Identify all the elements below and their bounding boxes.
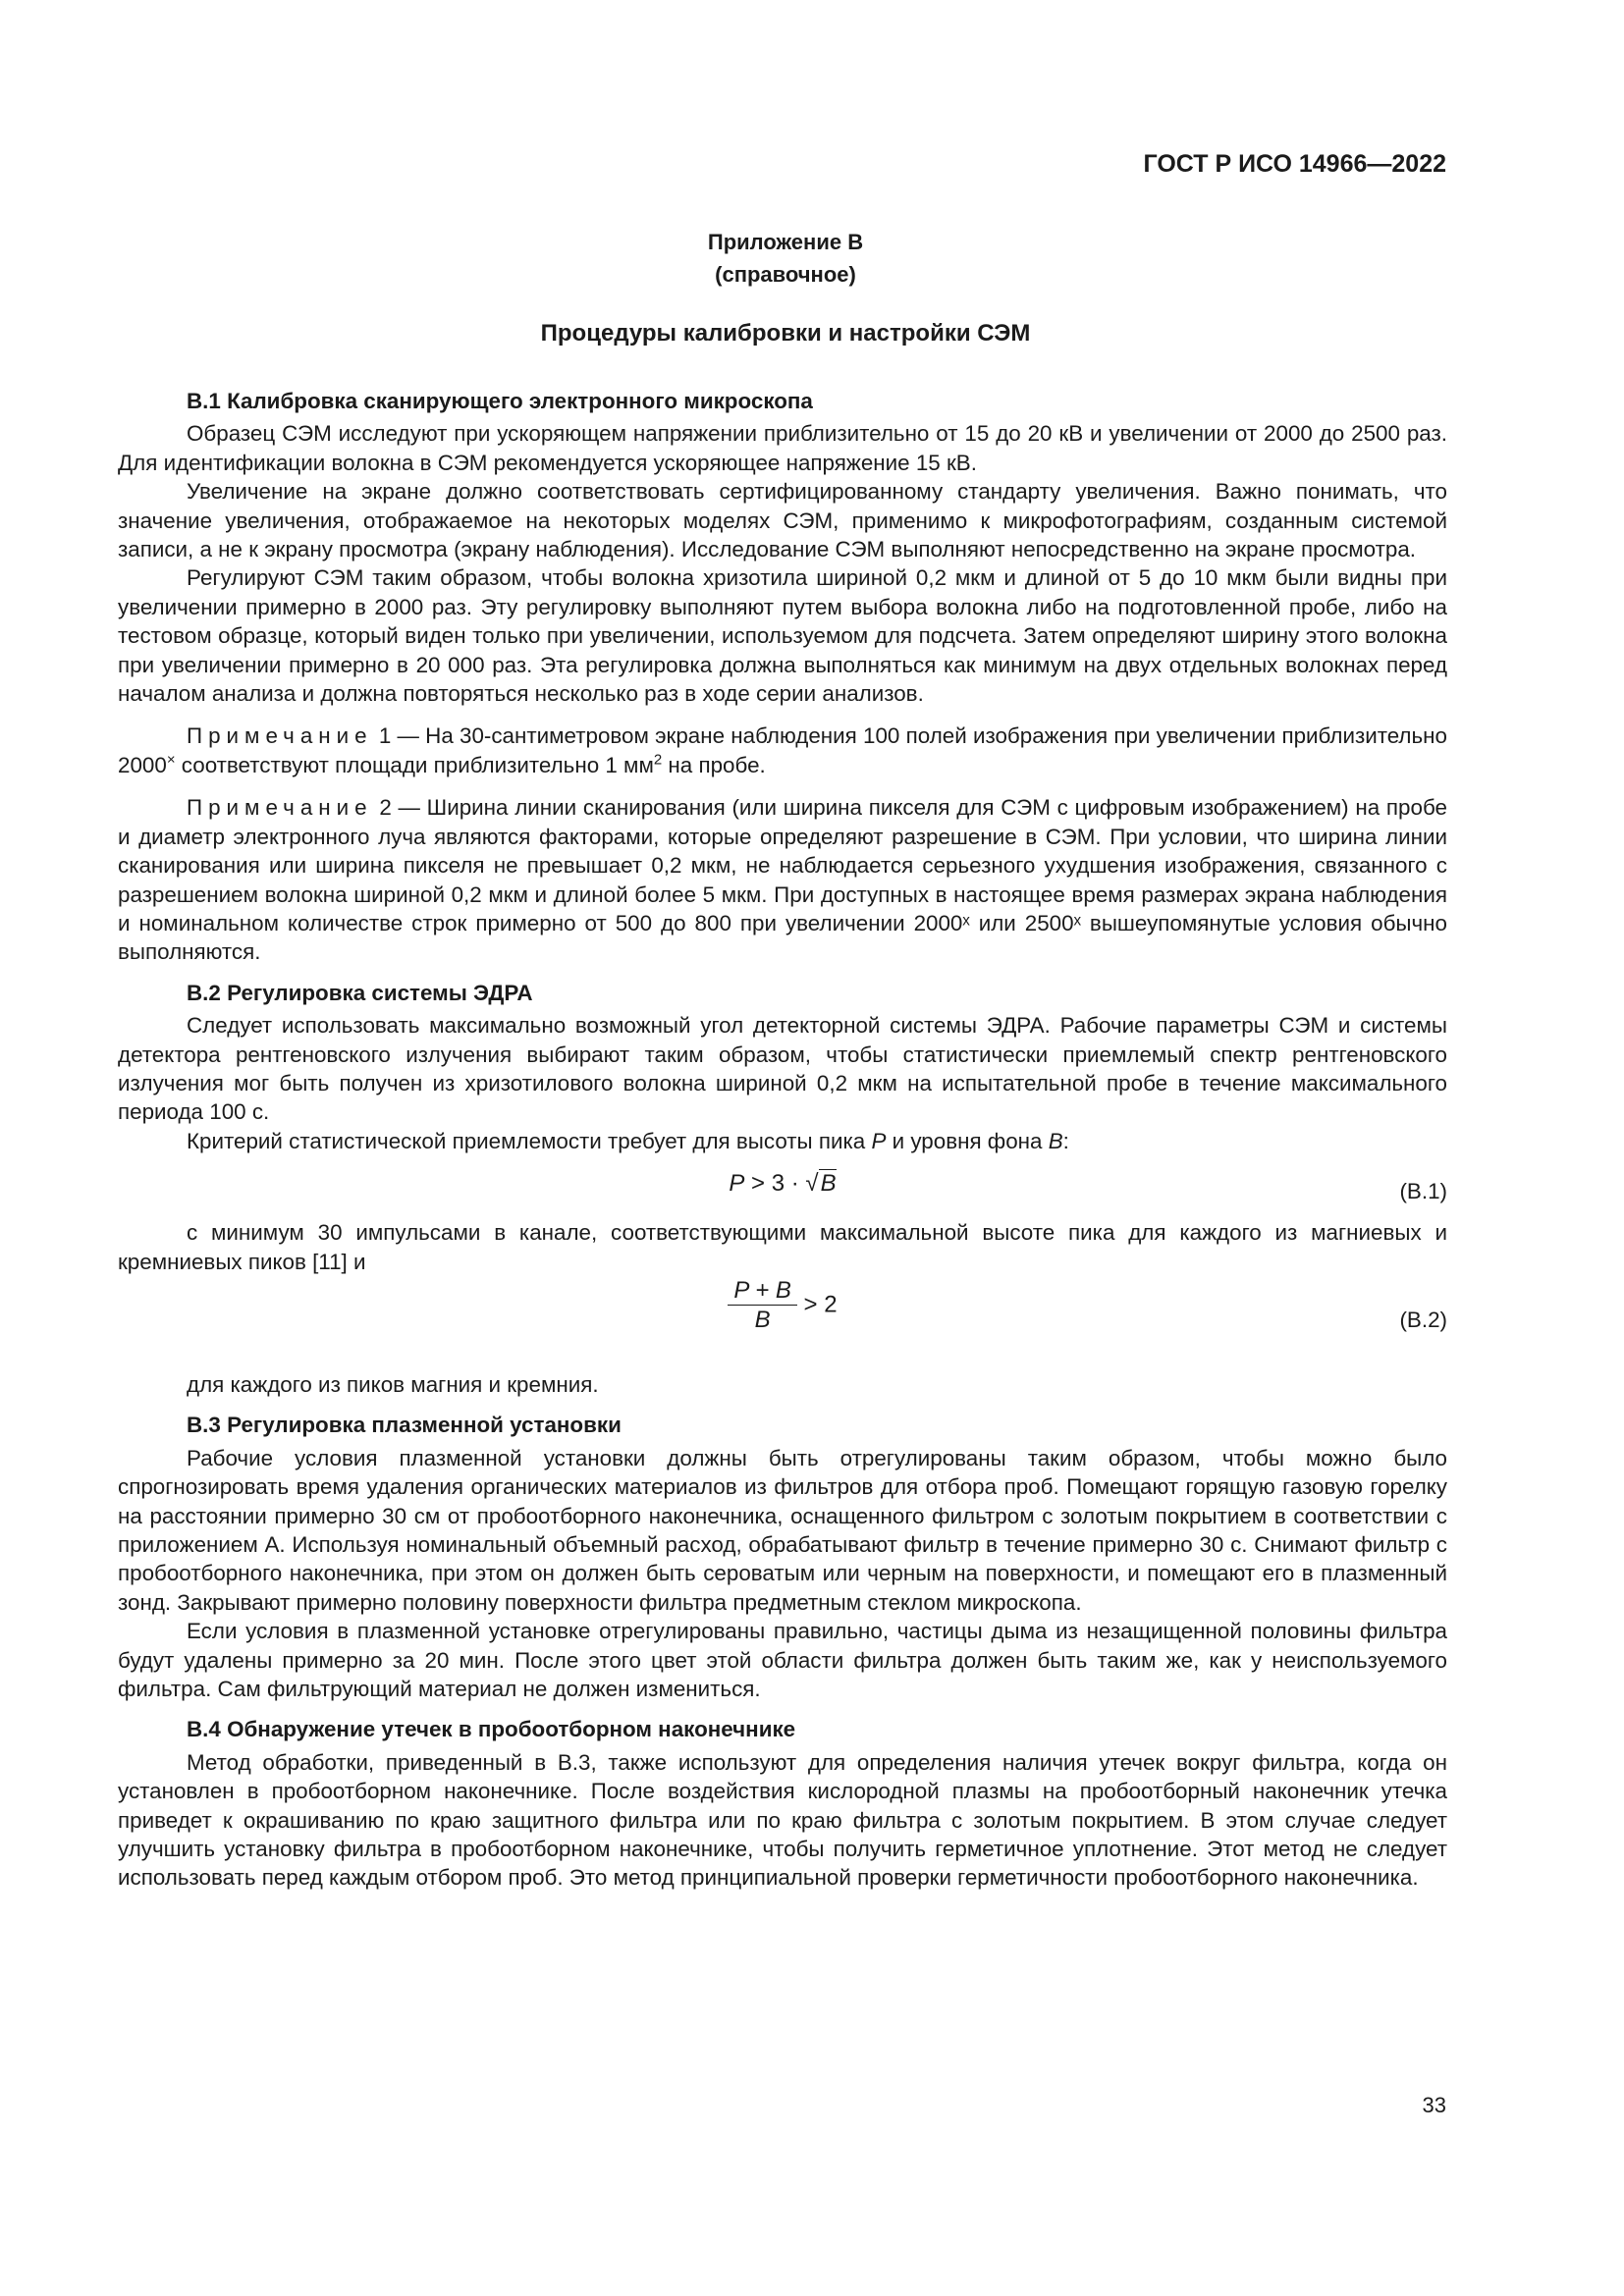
formula-number: (В.1) [1399,1179,1447,1204]
formula-expression: $\frac{P + B}{B}$ > 2 [118,1276,1447,1335]
formula-expression: P > 3 · √B [729,1170,837,1198]
section-heading-b4: В.4 Обнаружение утечек в пробоотборном наконечнике [187,1717,796,1742]
note-1: Примечание 1 — На 30-сантиметровом экране наблюдения 100 полей изображения при увеличении приблизительно 2000× соответствуют площади приблизительно 1 $мм^2$ на пробе. [118,723,1447,777]
note-number: 1 [378,723,392,749]
note-2: Примечание 2 — Ширина линии сканирования (или ширина пикселя для СЭМ с цифровым изображением) на пробе и диаметр электронного луча являются факторами, которые определяют разрешение в СЭМ. При условии, что ширина линии сканирования или ширина пикселя не превышает 0,2 мкм, не наблюдается серьезного ухудшения изображения, связанного с разрешением волокна шириной 0,2 мкм и длиной более 5 мкм. При доступных в настоящее время размерах экрана наблюдения и номинальном количестве строк примерно от 500 до 800 при увеличении 2000ˣ или 2500ˣ вышеупомянутые условия обычно выполняются. [118,795,1447,965]
paragraph: Образец СЭМ исследуют при ускоряющем напряжении приблизительно от 15 до 20 кВ и увеличении от 2000 до 2500 раз. Для идентификации волокна в СЭМ рекомендуется ускоряющее напряжение 15 кВ. [118,421,1447,475]
paragraph: Регулируют СЭМ таким образом, чтобы волокна хризотила шириной 0,2 мкм и длиной от 5 до 10 мкм были видны при увеличении примерно в 2000 раз. Эту регулировку выполняют путем выбора волокна либо на подготовленной пробе, либо на тестовом образце, который виден только при увеличении, используемом для подсчета. Затем определяют ширину этого волокна при увеличении примерно в 20 000 раз. Эта регулировка должна выполняться как минимум на двух отдельных волокнах перед началом анализа и должна повторяться несколько раз в ходе серии анализов. [118,565,1447,707]
paragraph: Метод обработки, приведенный в В.3, также используют для определения наличия утечек вокруг фильтра, когда он установлен в пробоотборном наконечнике. После воздействия кислородной плазмы на пробоотборный наконечник утечка приведет к окрашиванию по краю защитного фильтра или по краю фильтра с золотым покрытием. В этом случае следует улучшить установку фильтра в пробоотборном наконечнике, чтобы получить герметичное уплотнение. Этот метод не следует использовать перед каждым отбором проб. Это метод принципиальной проверки герметичности пробоотборного наконечника. [118,1749,1447,1891]
formula-b1 [118,1155,1447,1214]
fraction: $\frac{P + B}{B}$ [728,1276,796,1335]
note-label: Примечание [187,723,373,749]
formula-b2 [118,1276,1447,1355]
formula-number: (В.2) [1399,1307,1447,1332]
section-heading-b2: В.2 Регулировка системы ЭДРА [187,980,533,1005]
note-label: Примечание [187,795,373,821]
appendix-title: Процедуры калибровки и настройки СЭМ [540,320,1031,347]
page-number: 33 [1422,2093,1446,2117]
paragraph: с минимум 30 импульсами в канале, соответствующими максимальной высоте пика для каждого из магниевых и кремниевых пиков [11] и [118,1220,1447,1274]
paragraph: Рабочие условия плазменной установки должны быть отрегулированы таким образом, чтобы можно было спрогнозировать время удаления органических материалов из фильтров для отбора проб. Помещают горящую газовую горелку на расстоянии примерно 30 см от пробоотборного наконечника, оснащенного фильтром с золотым покрытием в соответствии с приложением А. Используя номинальный объемный расход, обрабатывают фильтр в течение примерно 30 с. Снимают фильтр с пробоотборного наконечника, при этом он должен быть сероватым или черным на поверхности, и помещают его в плазменный зонд. Закрывают примерно половину поверхности фильтра предметным стеклом микроскопа. [118,1445,1447,1615]
appendix-label: Приложение В [707,230,864,254]
paragraph: Критерий статистической приемлемости требует для высоты пика P и уровня фона B: [187,1128,1069,1153]
paragraph: Если условия в плазменной установке отрегулированы правильно, частицы дыма из незащищенной половины фильтра будут удалены примерно за 20 мин. После этого цвет этой области фильтра должен быть таким же, как у неиспользуемого фильтра. Сам фильтрующий материал не должен измениться. [118,1619,1447,1702]
paragraph: для каждого из пиков магния и кремния. [187,1371,599,1397]
paragraph: Следует использовать максимально возможный угол детекторной системы ЭДРА. Рабочие параметры СЭМ и системы детектора рентгеновского излучения выбирают таким образом, чтобы статистически приемлемый спектр рентгеновского излучения мог быть получен из хризотилового волокна шириной 0,2 мкм на испытательной пробе в течение максимального периода 100 с. [118,1013,1447,1125]
paragraph: Увеличение на экране должно соответствовать сертифицированному стандарту увеличения. Важно понимать, что значение увеличения, отображаемое на некоторых моделях СЭМ, применимо к микрофотографиям, созданным системой записи, а не к экрану просмотра (экрану наблюдения). Исследование СЭМ выполняют непосредственно на экране просмотра. [118,479,1447,562]
appendix-type: (справочное) [715,262,856,287]
section-heading-b1: В.1 Калибровка сканирующего электронного микроскопа [187,389,813,413]
appendix-heading [0,226,1571,291]
standard-designation: ГОСТ Р ИСО 14966—2022 [1143,150,1446,178]
section-heading-b3: В.3 Регулировка плазменной установки [187,1413,622,1438]
note-number: 2 [379,795,392,821]
document-body [118,387,1447,1893]
